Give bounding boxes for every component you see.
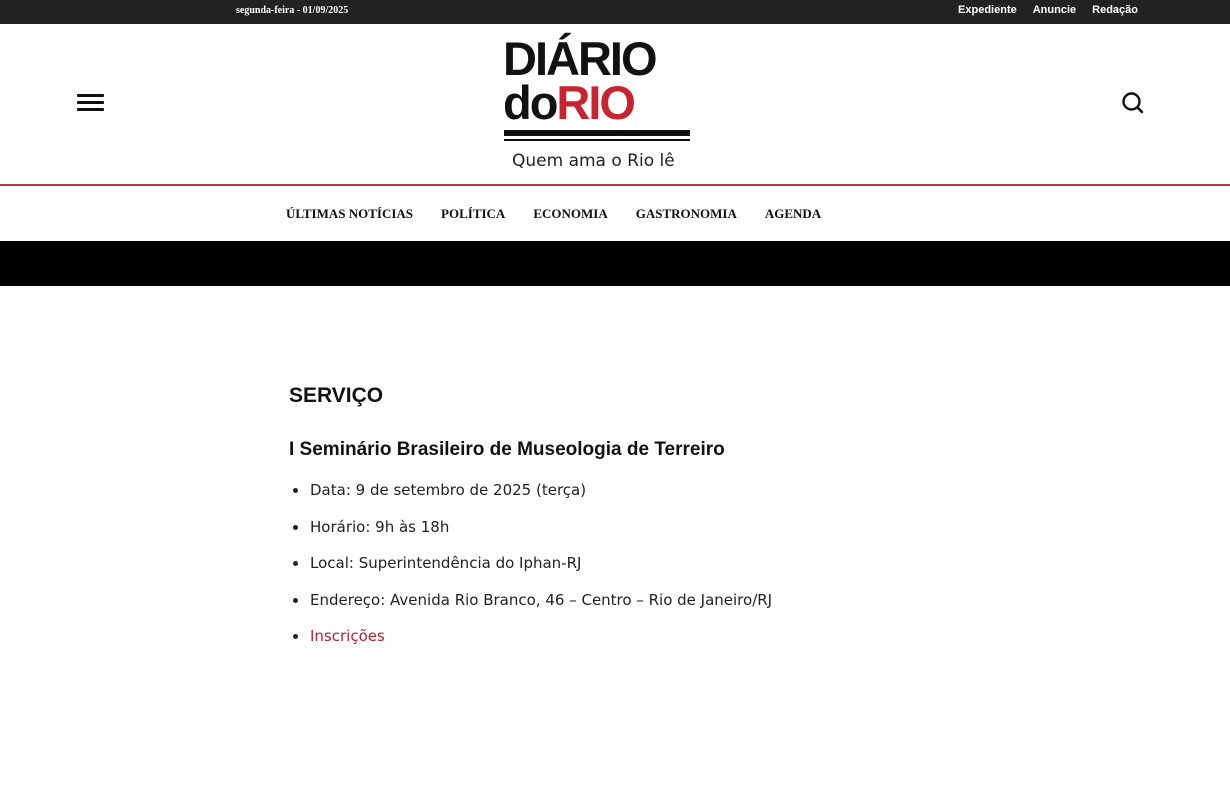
anuncie-link[interactable]: Anuncie <box>1032 4 1077 16</box>
event-details-list <box>289 481 949 645</box>
site-logo[interactable] <box>503 34 693 179</box>
black-banner <box>0 241 1230 286</box>
redacao-link[interactable]: Redação <box>1092 4 1138 16</box>
detail-address: Endereço: Avenida Rio Branco, 46 – Centro – Rio de Janeiro/RJ <box>289 591 949 609</box>
top-links <box>958 4 1138 16</box>
hamburger-menu-icon[interactable] <box>77 92 105 114</box>
search-icon[interactable] <box>1120 90 1146 116</box>
nav-item-politica[interactable]: POLÍTICA <box>441 206 506 221</box>
logo-wordmark-dorio: doRIO <box>503 76 634 129</box>
nav-item-ultimas-noticias[interactable]: ÚLTIMAS NOTÍCIAS <box>286 206 414 221</box>
detail-location: Local: Superintendência do Iphan-RJ <box>289 554 949 572</box>
nav-item-economia[interactable]: ECONOMIA <box>533 206 608 221</box>
current-date: segunda-feira - 01/09/2025 <box>236 5 349 16</box>
nav-item-gastronomia[interactable]: GASTRONOMIA <box>635 206 737 221</box>
expediente-link[interactable]: Expediente <box>958 4 1017 16</box>
event-title: I Seminário Brasileiro de Museologia de Terreiro <box>289 439 725 460</box>
section-heading: SERVIÇO <box>289 384 384 407</box>
logo-rule-thin <box>504 139 690 141</box>
logo-tagline: Quem ama o Rio lê <box>512 151 675 171</box>
detail-signup <box>289 627 949 645</box>
logo-rule-thick <box>504 130 690 136</box>
site-header <box>0 24 1230 186</box>
detail-time: Horário: 9h às 18h <box>289 518 949 536</box>
main-nav <box>0 188 1230 241</box>
top-bar <box>0 0 1230 24</box>
logo-wordmark-diario: DIÁRIO <box>503 32 656 85</box>
article-body <box>289 384 949 664</box>
nav-item-agenda[interactable]: AGENDA <box>764 206 822 221</box>
detail-date: Data: 9 de setembro de 2025 (terça) <box>289 481 949 499</box>
signup-link[interactable]: Inscrições <box>310 627 385 645</box>
